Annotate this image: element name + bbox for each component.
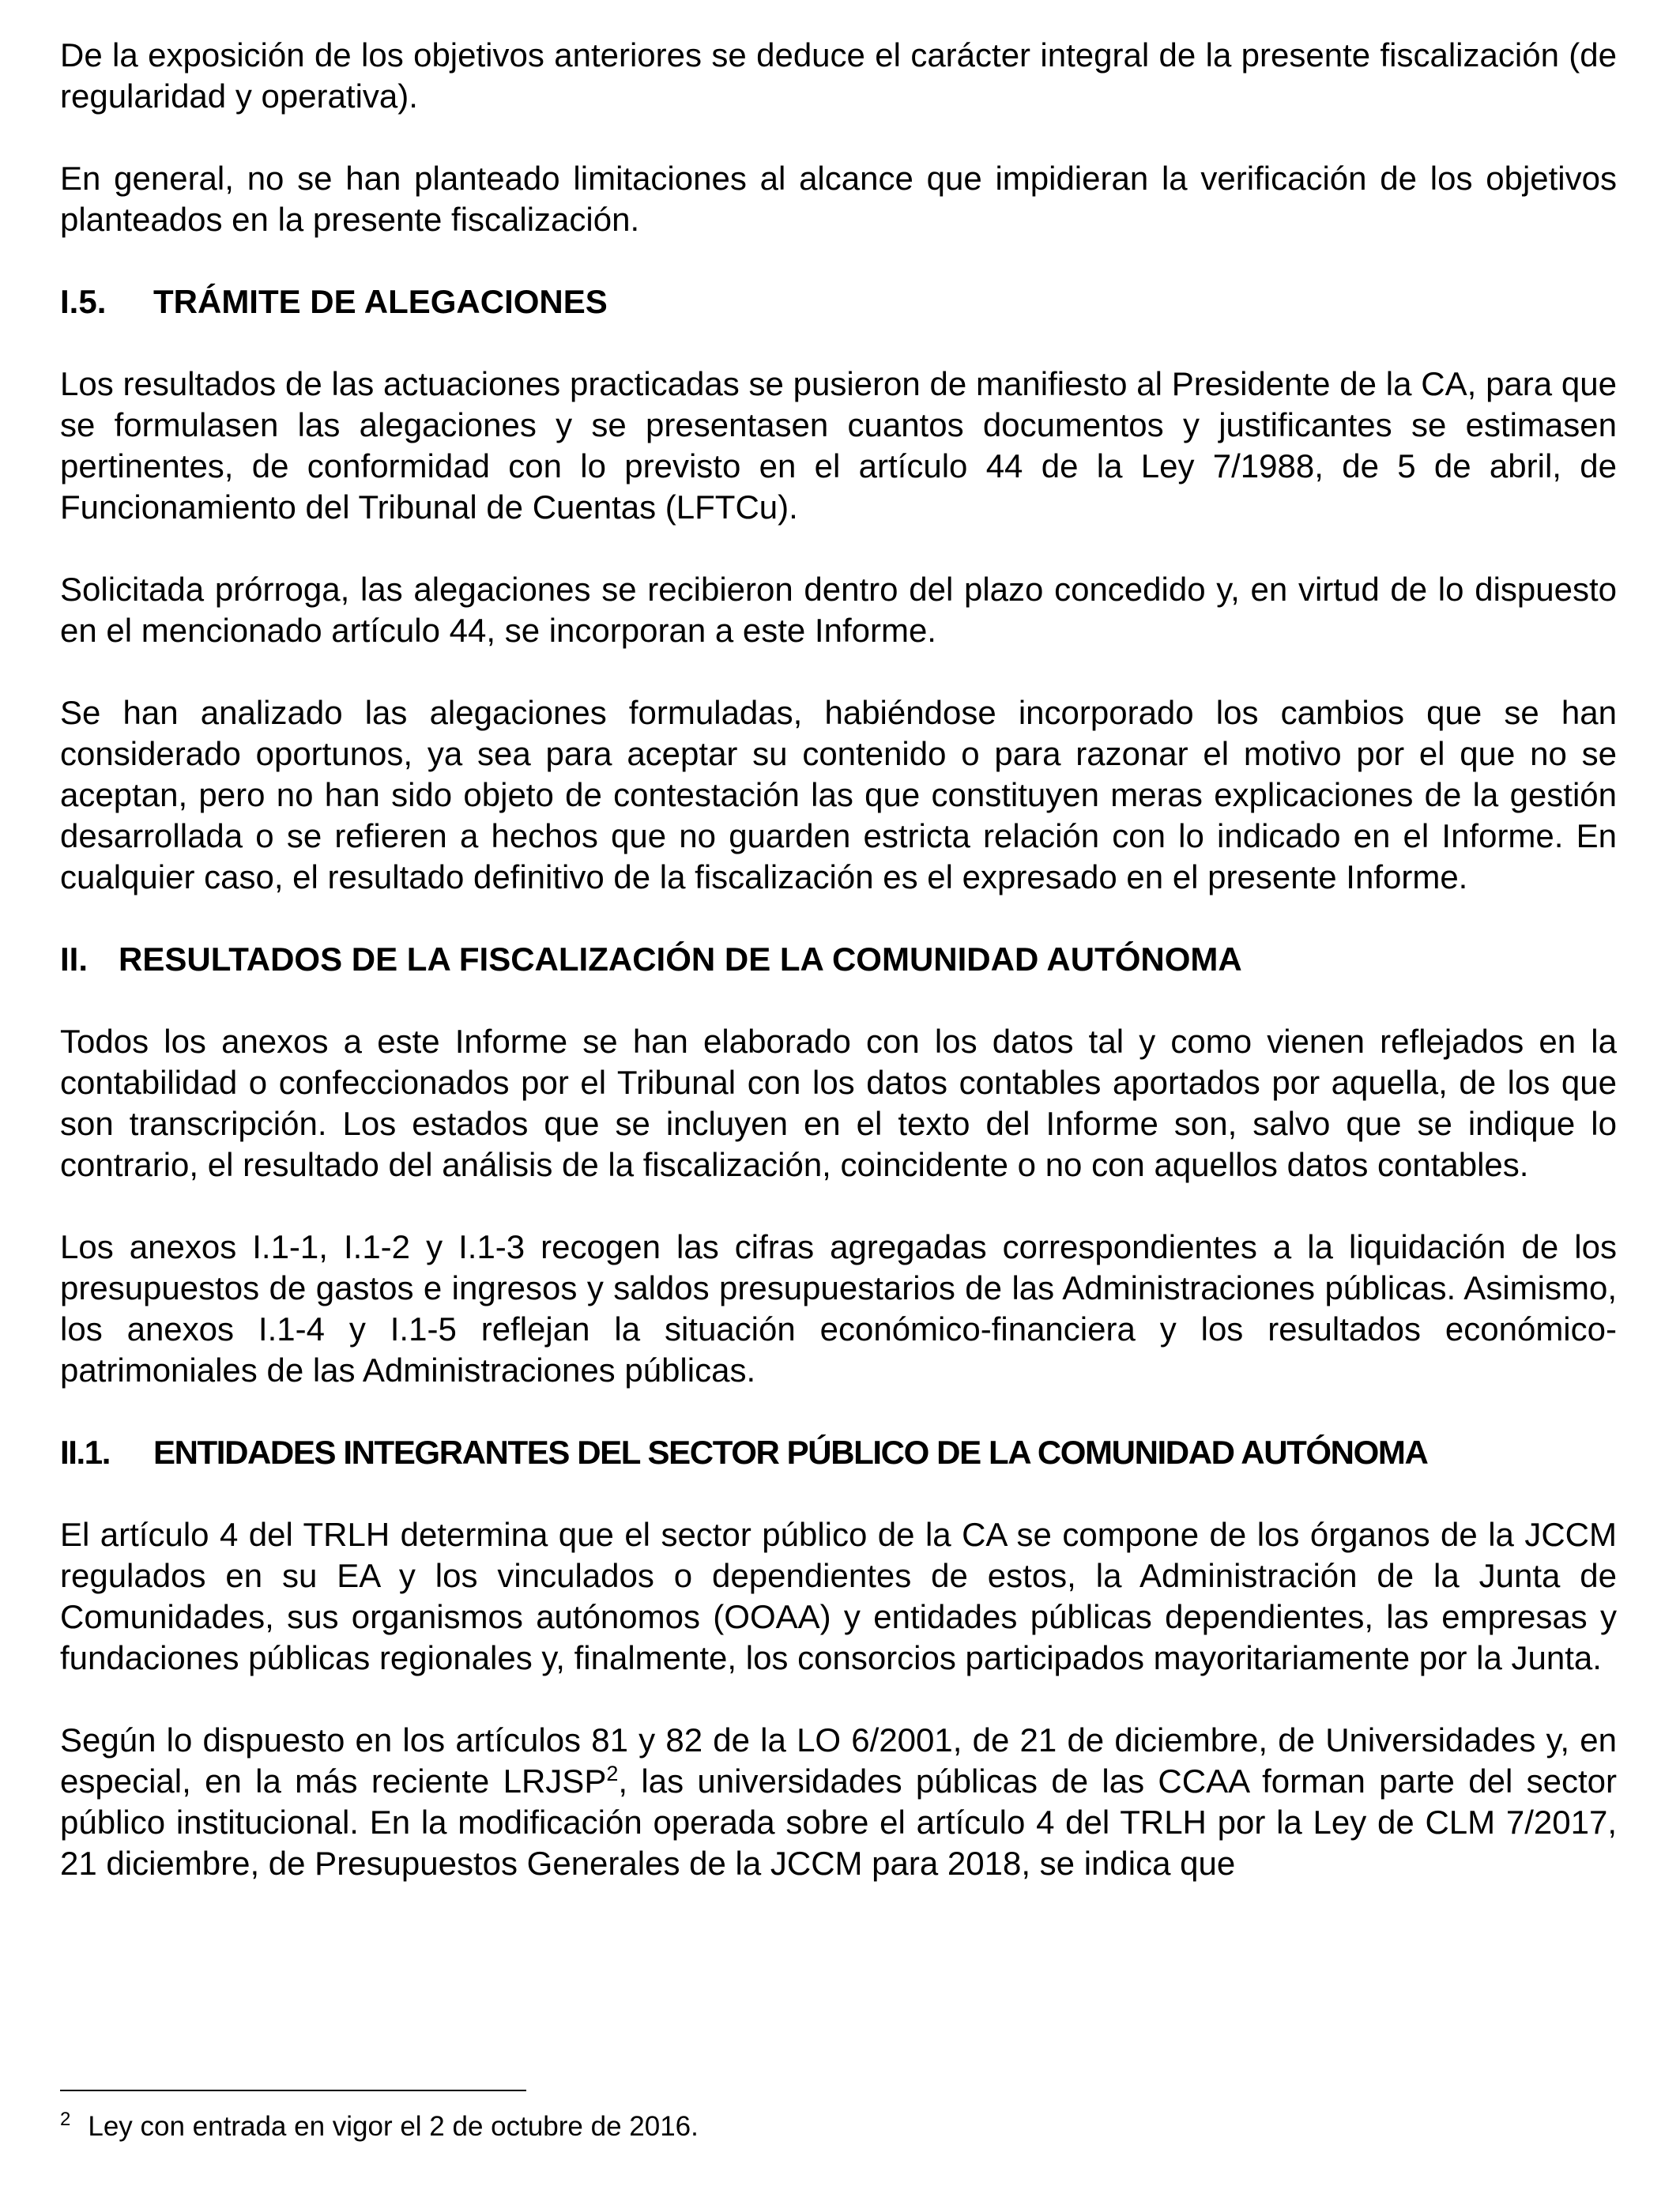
paragraph-objectives-summary: De la exposición de los objetivos anteriores se deduce el carácter integral de la presente fiscalización (de regularidad y operativa). [60, 36, 1617, 115]
section-number: II.1. [60, 1434, 111, 1471]
footnote-reference[interactable]: 2 [606, 1762, 619, 1785]
footnote-text: Ley con entrada en vigor el 2 de octubre de 2016. [88, 2111, 699, 2142]
paragraph-allegations-analysis: Se han analizado las alegaciones formuladas, habiéndose incorporado los cambios que se han considerado oportunos, ya sea para aceptar su contenido o para razonar el motivo por el que no se aceptan, pero no han sido objeto de contestación las que constituyen meras explicaciones de la gestión desarrollada o se refieren a hechos que no guarden estricta relación con lo indicado en el Informe. En cualquier caso, el resultado definitivo de la fiscalización es el expresado en el presente Informe. [60, 694, 1617, 895]
section-heading-ii1 [60, 1432, 1617, 1473]
paragraph-scope-limitations: En general, no se han planteado limitaciones al alcance que impidieran la verificación de los objetivos planteados en la presente fiscalización. [60, 160, 1617, 238]
footnote [60, 2110, 699, 2143]
section-number: II. [60, 941, 89, 978]
section-number: I.5. [60, 283, 107, 320]
paragraph-text-before-footnote: Según lo dispuesto en los artículos 81 y 82 de la LO 6/2001, de 21 de diciembre, de Universidades y, en especial, en la más reciente LRJSP [60, 1721, 1617, 1800]
section-heading-i5 [60, 281, 1617, 322]
section-title: ENTIDADES INTEGRANTES DEL SECTOR PÚBLICO DE LA COMUNIDAD AUTÓNOMA [153, 1434, 1428, 1471]
section-heading-ii [60, 939, 1617, 980]
paragraph-annexes-source: Todos los anexos a este Informe se han elaborado con los datos tal y como vienen reflejados en la contabilidad o confeccionados por el Tribunal con los datos contables aportados por aquella, de los que son transcripción. Los estados que se incluyen en el texto del Informe son, salvo que se indique lo contrario, el resultado del análisis de la fiscalización, coincidente o no con aquellos datos contables. [60, 1023, 1617, 1183]
paragraph-text-after-footnote: , las universidades públicas de las CCAA forman parte del sector público institucional. En la modificación operada sobre el artículo 4 del TRLH por la Ley de CLM 7/2017, 21 diciembre, de Presupuestos Generales de la JCCM para 2018, se indica que [60, 1762, 1617, 1882]
paragraph-allegations-procedure: Los resultados de las actuaciones practicadas se pusieron de manifiesto al Presidente de la CA, para que se formulasen las alegaciones y se presentasen cuantos documentos y justificantes se estimasen pertinentes, de conformidad con lo previsto en el artículo 44 de la Ley 7/1988, de 5 de abril, de Funcionamiento del Tribunal de Cuentas (LFTCu). [60, 365, 1617, 526]
footnote-divider [60, 2090, 526, 2091]
paragraph-annexes-list: Los anexos I.1-1, I.1-2 y I.1-3 recogen las cifras agregadas correspondientes a la liquidación de los presupuestos de gastos e ingresos y saldos presupuestarios de las Administraciones públicas. Asimismo, los anexos I.1-4 y I.1-5 reflejan la situación económico-financiera y los resultados económico-patrimoniales de las Administraciones públicas. [60, 1228, 1617, 1389]
footnote-mark: 2 [60, 2109, 71, 2131]
paragraph-universities [60, 1720, 1617, 1884]
paragraph-public-sector-composition: El artículo 4 del TRLH determina que el sector público de la CA se compone de los órganos de la JCCM regulados en su EA y los vinculados o dependientes de estos, la Administración de la Junta de Comunidades, sus organismos autónomos (OOAA) y entidades públicas dependientes, las empresas y fundaciones públicas regionales y, finalmente, los consorcios participados mayoritariamente por la Junta. [60, 1516, 1617, 1676]
document-page [60, 35, 1617, 1884]
section-title: RESULTADOS DE LA FISCALIZACIÓN DE LA COMUNIDAD AUTÓNOMA [119, 941, 1242, 978]
section-title: TRÁMITE DE ALEGACIONES [153, 283, 608, 320]
paragraph-allegations-extension: Solicitada prórroga, las alegaciones se recibieron dentro del plazo concedido y, en virtud de lo dispuesto en el mencionado artículo 44, se incorporan a este Informe. [60, 571, 1617, 649]
